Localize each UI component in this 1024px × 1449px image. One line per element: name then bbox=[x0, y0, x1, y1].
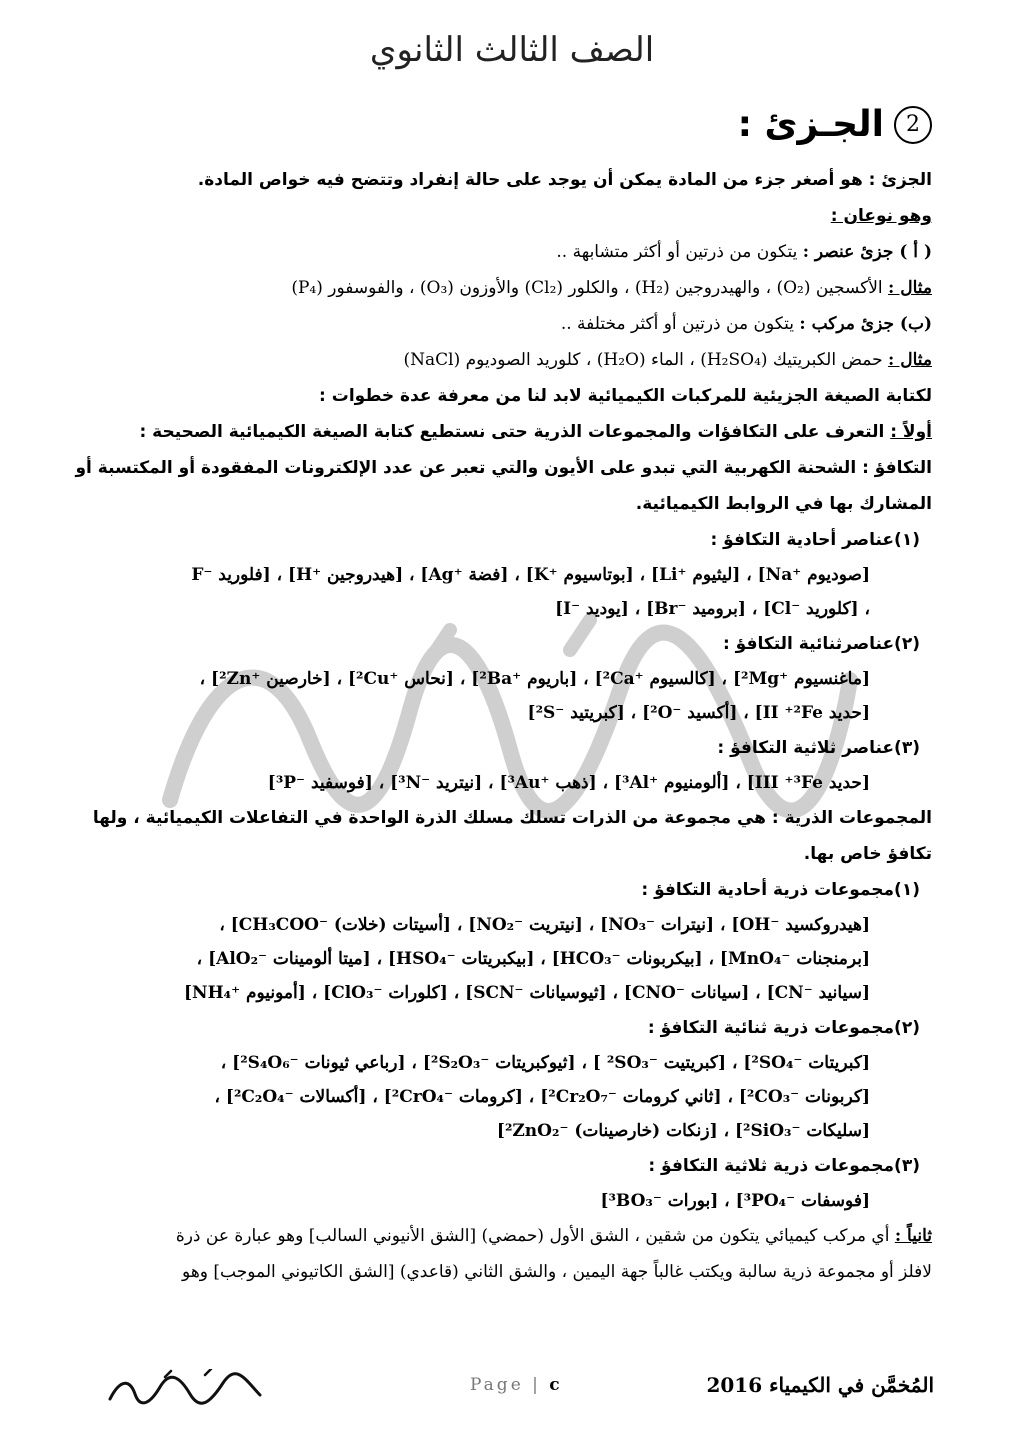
radicals-text: هي مجموعة من الذرات تسلك مسلك الذرة الواحدة في التفاعلات الكيميائية ، ولها bbox=[92, 808, 772, 828]
element-example bbox=[92, 270, 932, 306]
compound-molecule-def bbox=[92, 306, 932, 342]
second-text: أي مركب كيميائي يتكون من شقين ، الشق الأول (حمضي) [الشق الأنيوني السالب] وهو عبارة عن ذرة bbox=[175, 1226, 895, 1246]
element-example-text: الأكسجين (O₂) ، والهيدروجين (H₂) ، والكلور (Cl₂) والأوزون (O₃) ، والفوسفور (P₄) bbox=[291, 278, 889, 298]
radicals-definition-cont: تكافؤ خاص بها. bbox=[803, 844, 932, 864]
second-step bbox=[92, 1218, 932, 1254]
divalent-radicals-row-1: [كبريتات ⁻²SO₄] ، [كبريتيت ⁻²SO₃ ] ، [ثيوكبريتات ⁻²S₂O₃] ، [رباعي ثيونات ⁻²S₄O₆] ، bbox=[220, 1053, 870, 1073]
valency-text: الشحنة الكهربية التي تبدو على الأيون والتي تعبر عن عدد الإلكترونات المفقودة أو المكتسبة أو bbox=[75, 458, 863, 478]
monovalent-elements-row-2: ، [كلوريد ⁻Cl] ، [بروميد ⁻Br] ، [يوديد ⁻I] bbox=[555, 599, 870, 619]
second-label: ثانياً : bbox=[894, 1226, 932, 1246]
monovalent-radicals-heading: (١)مجموعات ذرية أحادية التكافؤ : bbox=[641, 880, 920, 900]
monovalent-radicals-row-3: [سيانيد ⁻CN] ، [سيانات ⁻CNO] ، [ثيوسيانات ⁻SCN] ، [كلورات ⁻ClO₃] ، [أمونيوم ⁺NH₄] bbox=[184, 983, 870, 1003]
valency-label: التكافؤ : bbox=[862, 458, 932, 478]
trivalent-radicals-heading: (٣)مجموعات ذرية ثلاثية التكافؤ : bbox=[648, 1156, 920, 1176]
valency-definition bbox=[75, 450, 932, 486]
divalent-radicals-row-3: [سليكات ⁻²SiO₃] ، [زنكات (خارصينات) ⁻²ZnO₂] bbox=[496, 1121, 870, 1141]
divalent-elements-row-2: [حديد II ⁺²Fe] ، [أكسيد ⁻²O] ، [كبريتيد ⁻²S] bbox=[527, 703, 870, 723]
radicals-definition bbox=[92, 800, 932, 836]
example-label: مثال : bbox=[888, 278, 932, 298]
valency-definition-cont: المشارك بها في الروابط الكيميائية. bbox=[635, 494, 932, 514]
divalent-elements-row-1: [ماغنسيوم ⁺²Mg] ، [كالسيوم ⁺²Ca] ، [باريوم ⁺²Ba] ، [نحاس ⁺²Cu] ، [خارصين ⁺²Zn] ، bbox=[199, 669, 870, 689]
footer-brand: المُخمَّن في الكيمياء 2016 bbox=[706, 1373, 934, 1397]
monovalent-radicals-row-2: [برمنجنات ⁻MnO₄] ، [بيكربونات ⁻HCO₃] ، [بيكبريتات ⁻HSO₄] ، [ميتا ألومينات ⁻AlO₂] ، bbox=[196, 949, 870, 969]
divalent-radicals-heading: (٢)مجموعات ذرية ثنائية التكافؤ : bbox=[647, 1018, 920, 1038]
section-heading bbox=[738, 104, 932, 145]
formula-steps-intro: لكتابة الصيغة الجزيئية للمركبات الكيميائية لابد لنا من معرفة عدة خطوات : bbox=[319, 386, 932, 406]
first-step bbox=[92, 414, 932, 450]
element-molecule-label: ( أ ) جزئ عنصر : bbox=[802, 242, 932, 262]
section-number: 2 bbox=[894, 106, 932, 144]
radicals-label: المجموعات الذرية : bbox=[771, 808, 932, 828]
header-title: الصف الثالث الثانوي bbox=[369, 30, 655, 70]
second-step-cont: لافلز أو مجموعة ذرية سالبة ويكتب غالباً جهة اليمين ، والشق الثاني (قاعدي) [الشق الكاتيوني الموجب] وهو bbox=[182, 1262, 932, 1282]
element-molecule-text: يتكون من ذرتين أو أكثر متشابهة .. bbox=[556, 242, 803, 262]
first-text: التعرف على التكافؤات والمجموعات الذرية حتى نستطيع كتابة الصيغة الكيميائية الصحيحة : bbox=[139, 422, 891, 442]
compound-molecule-text: يتكون من ذرتين أو أكثر مختلفة .. bbox=[560, 314, 800, 334]
document-body bbox=[75, 162, 932, 1290]
example-label: مثال : bbox=[888, 350, 932, 370]
page-footer bbox=[0, 1369, 1024, 1409]
compound-example-text: حمض الكبريتيك (H₂SO₄) ، الماء (H₂O) ، كلوريد الصوديوم (NaCl) bbox=[403, 350, 889, 370]
monovalent-elements-row-1: [صوديوم ⁺Na] ، [ليثيوم ⁺Li] ، [بوتاسيوم ⁺K] ، [فضة ⁺Ag] ، [هيدروجين ⁺H] ، [فلوريد ⁻F bbox=[191, 565, 870, 585]
compound-example bbox=[92, 342, 932, 378]
types-intro: وهو نوعان : bbox=[830, 206, 932, 226]
page-number-value: c bbox=[549, 1375, 563, 1395]
monovalent-elements-heading: (١)عناصر أحادية التكافؤ : bbox=[710, 530, 920, 550]
element-molecule-def bbox=[92, 234, 932, 270]
molecule-definition: الجزئ : هو أصغر جزء من المادة يمكن أن يوجد على حالة إنفراد وتتضح فيه خواص المادة. bbox=[197, 170, 932, 190]
compound-molecule-label: (ب) جزئ مركب : bbox=[799, 314, 932, 334]
section-title: الجـزئ : bbox=[737, 104, 884, 145]
trivalent-radicals-row: [فوسفات ⁻³PO₄] ، [بورات ⁻³BO₃] bbox=[600, 1191, 870, 1211]
page-number bbox=[470, 1375, 563, 1395]
page-label: Page | bbox=[470, 1375, 541, 1395]
monovalent-radicals-row-1: [هيدروكسيد ⁻OH] ، [نيترات ⁻NO₃] ، [نيتريت ⁻NO₂] ، [أسيتات (خلات) ⁻CH₃COO] ، bbox=[219, 915, 870, 935]
divalent-elements-heading: (٢)عناصرثنائية التكافؤ : bbox=[722, 634, 920, 654]
first-label: أولاً : bbox=[890, 422, 932, 442]
signature-icon bbox=[105, 1369, 265, 1409]
trivalent-elements-heading: (٣)عناصر ثلاثية التكافؤ : bbox=[717, 738, 920, 758]
trivalent-elements-row: [حديد III ⁺³Fe] ، [ألومنيوم ⁺³Al] ، [ذهب ⁺³Au] ، [نيتريد ⁻³N] ، [فوسفيد ⁻³P] bbox=[267, 773, 870, 793]
divalent-radicals-row-2: [كربونات ⁻²CO₃] ، [ثاني كرومات ⁻²Cr₂O₇] ، [كرومات ⁻²CrO₄] ، [أكسالات ⁻²C₂O₄] ، bbox=[214, 1087, 870, 1107]
